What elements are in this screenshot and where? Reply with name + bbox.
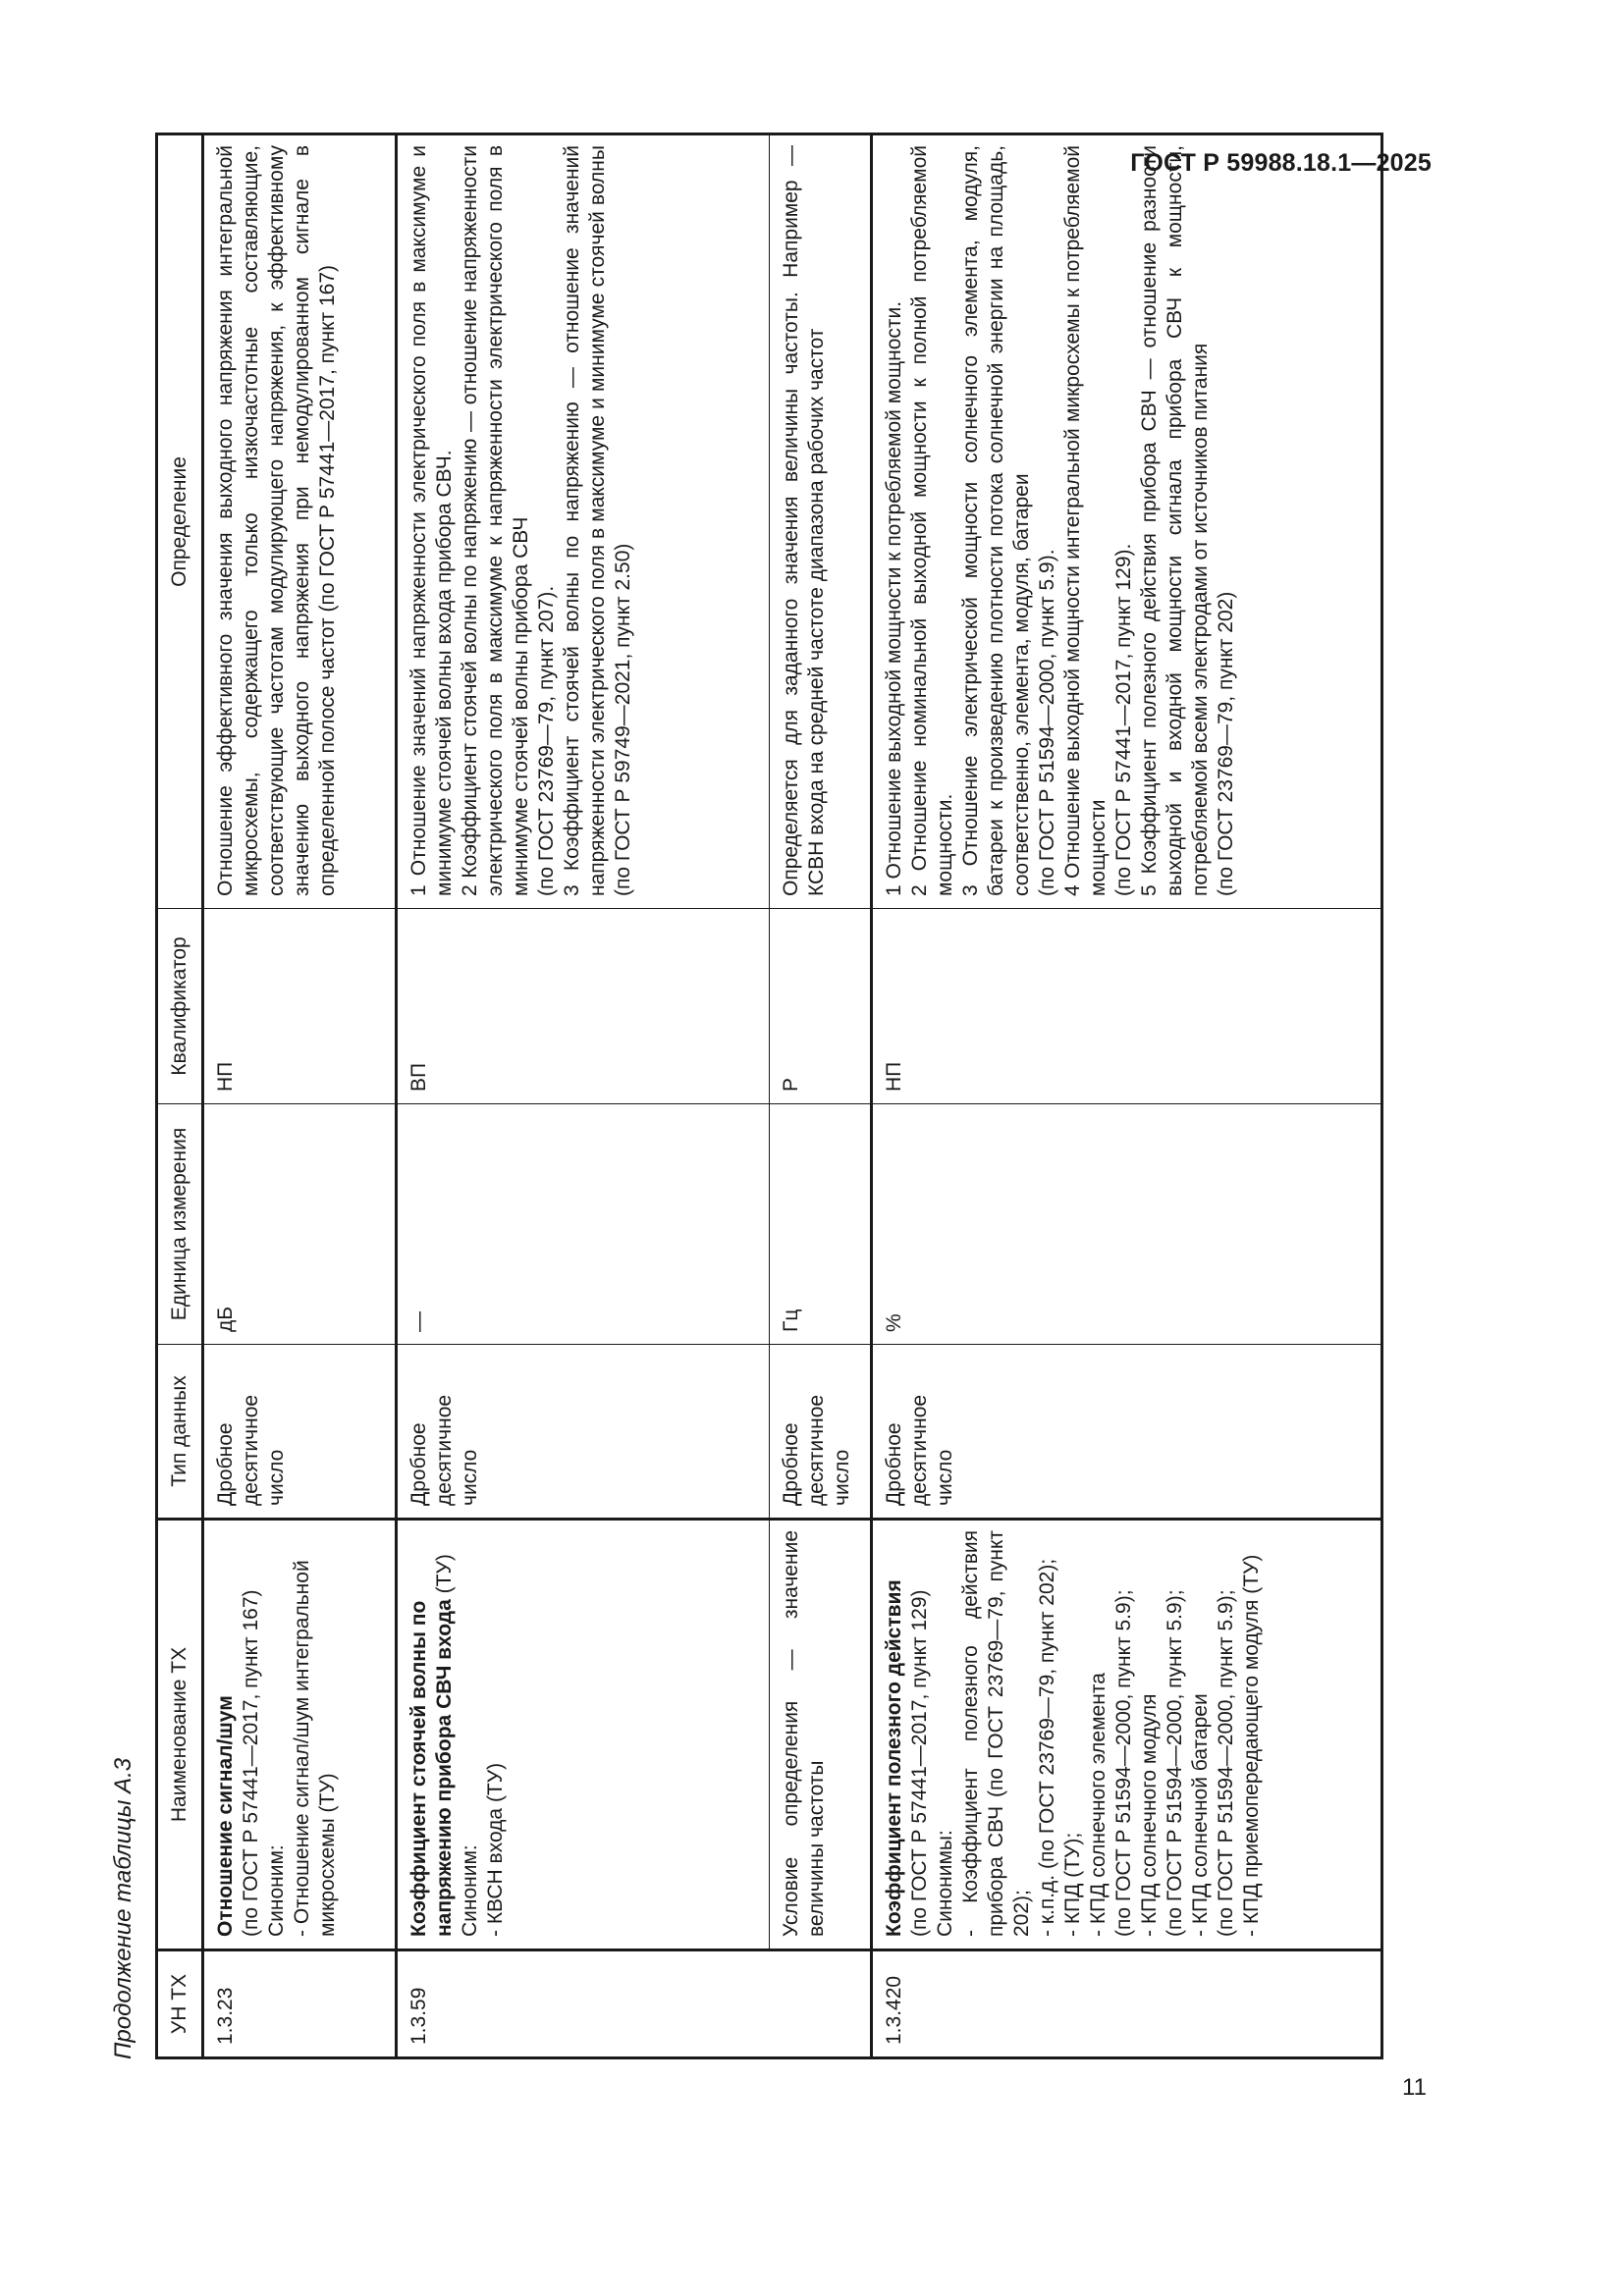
cell-unit: —: [397, 1104, 770, 1345]
definition-item: 5 Коэффициент полезного действия прибора СВЧ — отношение разности выходной и входной мощности сигнала прибора СВЧ к мощности, потребляемой всеми электродами от источников питания: [1138, 145, 1213, 896]
synonym-source: (по ГОСТ Р 51594—2000, пункт 5.9);: [1164, 1589, 1187, 1937]
cell-qualifier: НП: [872, 909, 1382, 1104]
synonym-label: Синоним:: [459, 1844, 482, 1937]
definition-item: 4 Отношение выходной мощности интегральной микросхемы к потребляемой мощности: [1061, 145, 1110, 896]
cell-un: 1.3.420: [872, 1950, 1382, 2058]
cell-definition: Отношение эффективного значения выходного напряжения интегральной микросхемы, содержащего только низкочастотные составляющие, соответствующие частотам модулирующего напряжения, к эффективному значению выходного напряжения при немодулированном сигнале в определенной полосе частот (по ГОСТ Р 57441—2017, пункт 167): [203, 134, 397, 909]
header-unit: Единица измерения: [157, 1104, 203, 1345]
synonym-item: - к.п.д. (по ГОСТ 23769—79, пункт 202);: [1036, 1558, 1059, 1937]
synonym-item: - Коэффициент полезного действия прибора СВЧ (по ГОСТ 23769—79, пункт 202);: [959, 1530, 1034, 1937]
cell-type: Дробное десятичное число: [770, 1345, 872, 1520]
cell-unit: %: [872, 1104, 1382, 1345]
term-source-tag: (ТУ): [433, 1554, 457, 1600]
cell-condition: Условие определения — значение величины частоты: [770, 1520, 872, 1950]
rotated-table-area: [110, 120, 1456, 2059]
definition-item: 3 Отношение электрической мощности солнечного элемента, модуля, батареи к произведению плотности потока солнечной энергии на площадь, соответственно, элемента, модуля, батареи: [959, 145, 1034, 896]
cell-un: 1.3.23: [203, 1950, 397, 2058]
definition-item: 1 Отношение выходной мощности к потребляемой мощности.: [883, 300, 905, 896]
table-row: [397, 134, 770, 2058]
cell-type: Дробное десятичное число: [397, 1345, 770, 1520]
synonym-item: - КПД приемопередающего модуля (ТУ): [1240, 1554, 1264, 1937]
synonym-label: Синонимы:: [934, 1830, 957, 1937]
term-name: Коэффициент полезного действия: [883, 1579, 905, 1937]
definition-item: 1 Отношение значений напряженности электрического поля в максимуме и минимуме стоячей волны входа прибора СВЧ.: [407, 145, 457, 896]
synonym-item: - Отношение сигнал/шум интегральной микросхемы (ТУ): [291, 1560, 340, 1937]
cell-qualifier: ВП: [397, 909, 770, 1104]
synonym-source: (по ГОСТ Р 51594—2000, пункт 5.9);: [1112, 1589, 1136, 1937]
synonym-label: Синоним:: [265, 1844, 289, 1937]
definition-source: (по ГОСТ 23769—79, пункт 207).: [535, 585, 559, 896]
synonym-item: - КПД солнечного элемента: [1087, 1673, 1110, 1937]
term-source: (по ГОСТ Р 57441—2017, пункт 167): [240, 1589, 263, 1937]
synonym-item: - КПД солнечного модуля: [1138, 1693, 1162, 1937]
cell-qualifier: Р: [770, 909, 872, 1104]
term-source: (по ГОСТ Р 57441—2017, пункт 129): [908, 1589, 932, 1937]
table-row-condition: [770, 134, 872, 2058]
table-header-row: [157, 134, 203, 2058]
cell-definition: [872, 134, 1382, 909]
synonym-item: - КПД (ТУ);: [1061, 1832, 1085, 1937]
definition-item: 2 Коэффициент стоячей волны по напряжению — отношение напряженности электрического поля в максимуме к напряженности электрического поля в минимуме стоячей волны прибора СВЧ: [459, 145, 533, 896]
synonym-item: - КПД солнечной батареи: [1189, 1693, 1213, 1937]
cell-definition: [397, 134, 770, 909]
synonym-source: (по ГОСТ Р 51594—2000, пункт 5.9);: [1215, 1589, 1238, 1937]
definition-source: (по ГОСТ Р 51594—2000, пункт 5.9).: [1036, 549, 1059, 896]
header-qualifier: Квалификатор: [157, 909, 203, 1104]
term-name: Коэффициент стоячей волны по напряжению прибора СВЧ входа: [407, 1599, 457, 1937]
cell-qualifier: НП: [203, 909, 397, 1104]
definition-item: 2 Отношение номинальной выходной мощности к полной потребляемой мощности.: [908, 145, 957, 896]
cell-name: [203, 1520, 397, 1950]
requirements-table: [155, 133, 1383, 2059]
header-type: Тип данных: [157, 1345, 203, 1520]
table-row: [203, 134, 397, 2058]
definition-source: (по ГОСТ 23769—79, пункт 202): [1215, 591, 1238, 896]
cell-un: 1.3.59: [397, 1950, 872, 2058]
page-number: 11: [1402, 2074, 1427, 2101]
cell-unit: дБ: [203, 1104, 397, 1345]
cell-type: Дробное десятичное число: [872, 1345, 1382, 1520]
header-un: УН ТХ: [157, 1950, 203, 2058]
cell-type: Дробное десятичное число: [203, 1345, 397, 1520]
header-name: Наименование ТХ: [157, 1520, 203, 1950]
term-name: Отношение сигнал/шум: [214, 1695, 237, 1937]
synonym-item: - КВСН входа (ТУ): [484, 1762, 508, 1937]
cell-definition: Определяется для заданного значения величины частоты. Например — КСВН входа на средней частоте диапазона рабочих частот: [770, 134, 872, 909]
cell-name: [397, 1520, 770, 1950]
table-continuation-caption: Продолжение таблицы А.3: [110, 1757, 136, 2059]
definition-source: (по ГОСТ Р 57441—2017, пункт 129).: [1112, 543, 1136, 896]
table-row: [872, 134, 1382, 2058]
document-code: ГОСТ Р 59988.18.1—2025: [1130, 149, 1432, 177]
header-definition: Определение: [157, 134, 203, 909]
definition-item: 3 Коэффициент стоячей волны по напряжению — отношение значений напряженности электрического поля в максимуме и минимуме стоячей волны (по ГОСТ Р 59749—2021, пункт 2.50): [561, 145, 635, 896]
cell-unit: Гц: [770, 1104, 872, 1345]
cell-name: [872, 1520, 1382, 1950]
